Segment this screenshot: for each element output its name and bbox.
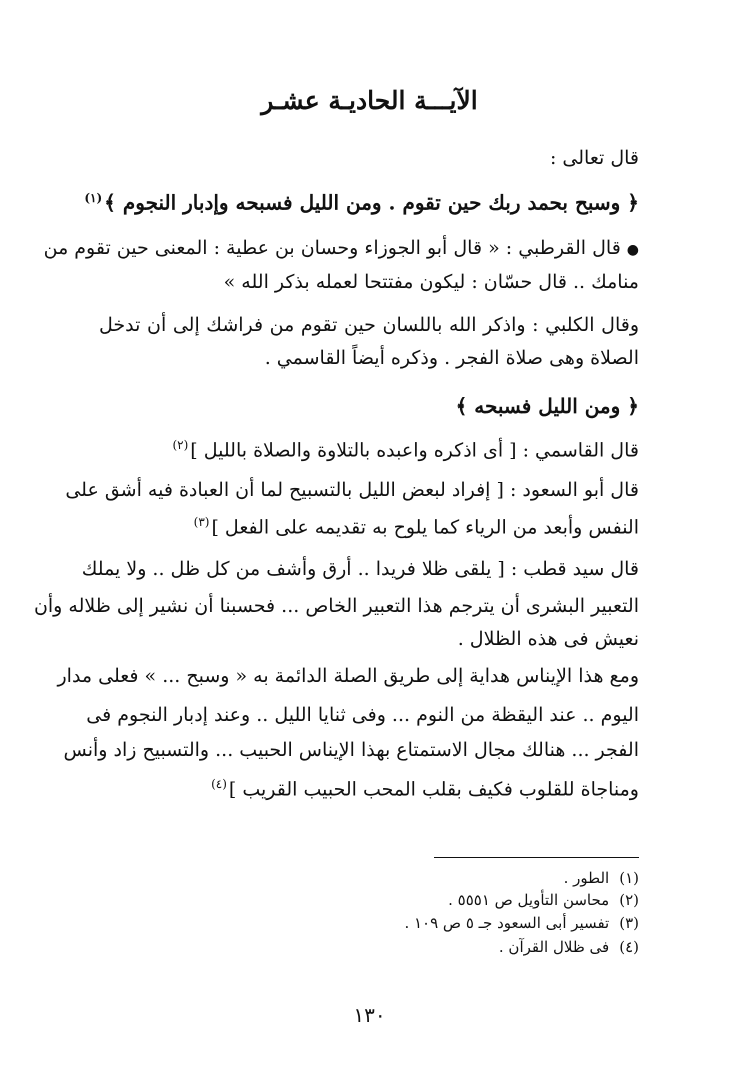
text-line-5 [99,313,639,337]
footnote-mark-2: (٢) [172,438,189,452]
line-text: الصلاة وهى صلاة الفجر . وذكره أيضاً القاسمي . [264,347,639,369]
line-text: قال تعالى : [549,147,639,169]
line-text: منامك .. قال حسّان : ليكون مفتتحا لعمله بذكر الله » [223,271,639,293]
text-line-9 [65,478,639,502]
text-line-16 [63,738,639,762]
footnote-mark-1: (١) [84,191,103,205]
line-text: قال القاسمي : [ أى اذكره واعبده بالتلاوة والصلاة بالليل ] [190,439,639,462]
text-line-4 [99,270,639,294]
footnote-4 [499,937,639,957]
text-line-15 [86,703,639,727]
text-line-14 [57,664,639,688]
footnote-text: تفسير أبى السعود جـ ٥ ص ١٠٩ . [404,914,610,932]
line-text: التعبير البشرى أن يترجم هذا التعبير الخاص ... فحسبنا أن نشير إلى ظلاله وأن [33,595,639,617]
footnote-number: (٢) [619,891,639,909]
footnote-3 [404,913,639,933]
footnote-number: (٤) [619,938,639,956]
line-text: نعيش فى هذه الظلال . [457,628,639,650]
text-line-17 [99,772,639,801]
verse-text: ﴿ ومن الليل فسبحه ﴾ [455,394,639,418]
footnote-text: فى ظلال القرآن . [498,938,610,956]
footnote-1 [564,868,639,888]
text-line-13 [99,627,639,651]
text-line-1 [99,146,639,170]
text-line-11 [81,557,639,581]
footnote-2 [448,890,639,910]
bullet-icon: ● [626,242,639,258]
line-text: اليوم .. عند اليقظة من النوم ... وفى ثنايا الليل .. وعند إدبار النجوم فى [86,704,639,726]
text-line-10 [99,510,639,539]
text-line-6 [99,346,639,370]
section-title: الآيـــة الحاديـة عشـر [261,86,478,115]
line-text: وقال الكلبي : واذكر الله باللسان حين تقوم من فراشك إلى أن تدخل [99,314,639,336]
line-text: الفجر ... هنالك مجال الاستمتاع بهذا الإيناس الحبيب ... والتسبيح زاد وأنس [63,739,639,761]
footnote-number: (٣) [619,914,639,932]
footnote-mark-3: (٣) [193,515,210,529]
footnote-divider [434,857,639,858]
footnote-mark-4: (٤) [211,777,227,791]
quran-verse-line [84,186,639,215]
text-line-12 [33,594,639,618]
line-text: ومناجاة للقلوب فكيف بقلب المحب الحبيب القريب ] [228,778,639,801]
footnote-number: (١) [619,869,639,887]
line-text: ومع هذا الإيناس هداية إلى طريق الصلة الدائمة به « وسبح ... » فعلى مدار [57,665,639,687]
line-text: قال سيد قطب : [ يلقى ظلا فريدا .. أرق وأشف من كل ظل .. ولا يملك [81,558,639,580]
quran-verse-line-2 [99,394,639,418]
line-text: النفس وأبعد من الرياء كما يلوح به تقديمه على الفعل ] [211,516,639,539]
text-line-3 [43,236,639,262]
text-line-8 [99,433,639,462]
line-text: قال أبو السعود : [ إفراد لبعض الليل بالتسبيح لما أن العبادة فيه أشق على [65,479,639,501]
footnote-text: محاسن التأويل ص ٥٥٥١ . [448,891,610,909]
page-number: ١٣٠ [353,1003,386,1027]
verse-text: ﴿ وسبح بحمد ربك حين تقوم . ومن الليل فسبحه وإدبار النجوم ﴾ [104,190,639,215]
footnote-text: الطور . [563,869,610,887]
line-text: قال القرطبي : « قال أبو الجوزاء وحسان بن عطية : المعنى حين تقوم من [43,237,621,259]
